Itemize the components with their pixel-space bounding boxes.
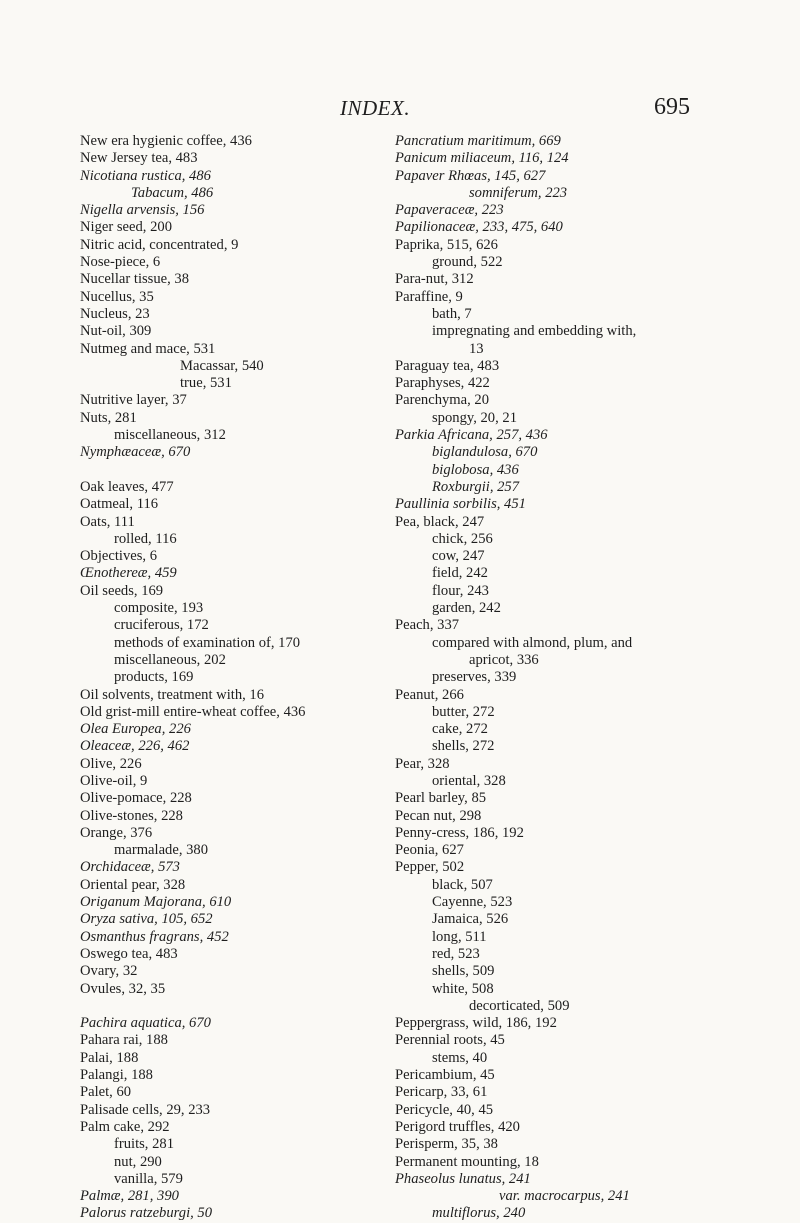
index-entry: Olive, 226 <box>80 755 142 772</box>
index-entry: Pearl barley, 85 <box>395 790 487 807</box>
index-subentry: true, 531 <box>180 375 232 392</box>
index-subentry: spongy, 20, 21 <box>432 409 517 426</box>
index-subentry: biglandulosa, 670 <box>432 444 538 461</box>
index-subentry-continued: 13 <box>469 340 484 357</box>
index-subentry: Jamaica, 526 <box>432 911 509 928</box>
index-subentry: black, 507 <box>432 876 493 893</box>
index-subentry: compared with almond, plum, and <box>432 634 633 651</box>
index-subentry: marmalade, 380 <box>114 842 209 859</box>
index-entry: Papilionaceæ, 233, 475, 640 <box>395 219 563 236</box>
index-entry: Peonia, 627 <box>395 842 464 859</box>
index-entry: Permanent mounting, 18 <box>395 1153 539 1170</box>
index-subentry: shells, 509 <box>432 963 495 980</box>
index-subentry: miscellaneous, 312 <box>114 427 226 444</box>
index-entry: Pahara rai, 188 <box>80 1032 168 1049</box>
index-subentry: somniferum, 223 <box>469 184 568 201</box>
index-subentry: chick, 256 <box>432 530 493 547</box>
index-entry: Nuts, 281 <box>80 409 137 426</box>
index-subsubentry: decorticated, 509 <box>469 997 570 1014</box>
index-entry: Perisperm, 35, 38 <box>395 1136 498 1153</box>
index-entry: Parenchyma, 20 <box>395 392 490 409</box>
index-entry: Nut-oil, 309 <box>80 323 152 340</box>
index-subentry-continued: apricot, 336 <box>469 651 539 668</box>
index-entry: Pericarp, 33, 61 <box>395 1084 488 1101</box>
index-entry: Paraffine, 9 <box>395 288 463 305</box>
index-subentry: butter, 272 <box>432 703 495 720</box>
index-entry: Pecan nut, 298 <box>395 807 482 824</box>
index-entry: Nucleus, 23 <box>80 305 150 322</box>
index-entry: Ovary, 32 <box>80 963 138 980</box>
index-subentry: vanilla, 579 <box>114 1170 183 1187</box>
index-subentry: Roxburgii, 257 <box>432 478 520 495</box>
index-entry: Peppergrass, wild, 186, 192 <box>395 1015 557 1032</box>
index-entry: Oak leaves, 477 <box>80 478 174 495</box>
index-entry: Objectives, 6 <box>80 548 158 565</box>
index-entry: Olive-oil, 9 <box>80 772 148 789</box>
index-entry: Paprika, 515, 626 <box>395 236 498 253</box>
index-subentry: rolled, 116 <box>114 530 177 547</box>
index-entry: Oleaceæ, 226, 462 <box>80 738 190 755</box>
index-entry: Oil seeds, 169 <box>80 582 164 599</box>
index-entry: Penny-cress, 186, 192 <box>395 824 524 841</box>
index-subentry: preserves, 339 <box>432 669 517 686</box>
index-subentry: shells, 272 <box>432 738 495 755</box>
index-entry: Nucellar tissue, 38 <box>80 271 190 288</box>
index-subentry: products, 169 <box>114 669 194 686</box>
index-subentry: oriental, 328 <box>432 772 506 789</box>
index-entry: Pepper, 502 <box>395 859 465 876</box>
index-entry: Olive-stones, 228 <box>80 807 183 824</box>
index-entry: Nucellus, 35 <box>80 288 154 305</box>
index-subentry: var. macrocarpus, 241 <box>499 1188 630 1205</box>
index-entry: Nicotiana rustica, 486 <box>80 167 211 184</box>
index-entry: Oryza sativa, 105, 652 <box>80 911 213 928</box>
index-subentry: white, 508 <box>432 980 494 997</box>
index-subentry: field, 242 <box>432 565 488 582</box>
index-entry: Palorus ratzeburgi, 50 <box>80 1205 213 1222</box>
index-entry: Palai, 188 <box>80 1049 139 1066</box>
index-subentry: Macassar, 540 <box>180 357 264 374</box>
index-entry: Para-nut, 312 <box>395 271 474 288</box>
index-entry: Palmæ, 281, 390 <box>80 1188 179 1205</box>
index-entry: Pea, black, 247 <box>395 513 485 530</box>
index-entry: Panicum miliaceum, 116, 124 <box>395 150 569 167</box>
index-entry: Palangi, 188 <box>80 1067 153 1084</box>
index-entry: Paraphyses, 422 <box>395 375 490 392</box>
index-entry: Nose-piece, 6 <box>80 254 161 271</box>
index-entry: Nutritive layer, 37 <box>80 392 187 409</box>
index-subentry: methods of examination of, 170 <box>114 634 301 651</box>
index-subentry: nut, 290 <box>114 1153 162 1170</box>
index-subentry: multiflorus, 240 <box>432 1205 526 1222</box>
index-entry: Papaver Rhœas, 145, 627 <box>395 167 546 184</box>
index-entry: Nigella arvensis, 156 <box>80 202 205 219</box>
index-entry: Orchidaceæ, 573 <box>80 859 180 876</box>
page-header <box>0 96 800 130</box>
index-entry: Papaveraceæ, 223 <box>395 202 504 219</box>
index-entry: Nymphæaceæ, 670 <box>80 444 191 461</box>
index-subentry: flour, 243 <box>432 582 489 599</box>
index-subentry: bath, 7 <box>432 305 472 322</box>
index-entry: Paraguay tea, 483 <box>395 357 500 374</box>
index-subentry: garden, 242 <box>432 600 501 617</box>
index-entry: Olive-pomace, 228 <box>80 790 192 807</box>
index-entry: Oil solvents, treatment with, 16 <box>80 686 265 703</box>
index-entry: Perennial roots, 45 <box>395 1032 505 1049</box>
index-entry: Paullinia sorbilis, 451 <box>395 496 526 513</box>
index-entry: Peanut, 266 <box>395 686 464 703</box>
index-subentry: fruits, 281 <box>114 1136 174 1153</box>
index-entry: New era hygienic coffee, 436 <box>80 133 252 149</box>
index-entry: Orange, 376 <box>80 824 153 841</box>
index-entry: Ovules, 32, 35 <box>80 980 166 997</box>
index-column-right <box>395 133 765 1223</box>
index-entry: Oriental pear, 328 <box>80 876 186 893</box>
index-subentry: composite, 193 <box>114 600 204 617</box>
index-entry: New Jersey tea, 483 <box>80 150 198 167</box>
index-subentry: impregnating and embedding with, <box>432 323 637 340</box>
index-column-left <box>80 133 380 1223</box>
index-entry: Palisade cells, 29, 233 <box>80 1101 211 1118</box>
index-subentry: long, 511 <box>432 928 487 945</box>
index-entry: Origanum Majorana, 610 <box>80 894 232 911</box>
index-entry: Palm cake, 292 <box>80 1118 170 1135</box>
index-entry: Pear, 328 <box>395 755 450 772</box>
index-entry: Œnothereæ, 459 <box>80 565 177 582</box>
index-entry: Perigord truffles, 420 <box>395 1118 520 1135</box>
index-entry: Olea Europea, 226 <box>80 721 191 738</box>
index-entry: Peach, 337 <box>395 617 460 634</box>
index-entry: Osmanthus fragrans, 452 <box>80 928 229 945</box>
index-subentry: Cayenne, 523 <box>432 894 513 911</box>
index-entry: Palet, 60 <box>80 1084 132 1101</box>
index-entry: Oatmeal, 116 <box>80 496 159 513</box>
index-subentry: stems, 40 <box>432 1049 488 1066</box>
running-title: INDEX. <box>340 96 411 120</box>
index-entry: Pericycle, 40, 45 <box>395 1101 494 1118</box>
index-entry: Pancratium maritimum, 669 <box>395 133 561 149</box>
index-entry: Old grist-mill entire-wheat coffee, 436 <box>80 703 306 720</box>
index-subentry: Tabacum, 486 <box>131 184 214 201</box>
index-entry: Parkia Africana, 257, 436 <box>395 427 548 444</box>
index-subentry: miscellaneous, 202 <box>114 651 226 668</box>
page-number: 695 <box>654 94 690 120</box>
index-entry: Phaseolus lunatus, 241 <box>395 1170 531 1187</box>
index-subentry: cake, 272 <box>432 721 488 738</box>
index-subentry: biglobosa, 436 <box>432 461 519 478</box>
index-entry: Oswego tea, 483 <box>80 945 178 962</box>
index-subentry: red, 523 <box>432 945 480 962</box>
index-subentry: cruciferous, 172 <box>114 617 209 634</box>
index-subentry: ground, 522 <box>432 254 503 271</box>
index-entry: Nitric acid, concentrated, 9 <box>80 236 239 253</box>
index-entry: Niger seed, 200 <box>80 219 172 236</box>
index-entry: Pachira aquatica, 670 <box>80 1015 211 1032</box>
index-entry: Pericambium, 45 <box>395 1067 495 1084</box>
index-entry: Oats, 111 <box>80 513 135 530</box>
index-subentry: cow, 247 <box>432 548 485 565</box>
index-entry: Nutmeg and mace, 531 <box>80 340 216 357</box>
